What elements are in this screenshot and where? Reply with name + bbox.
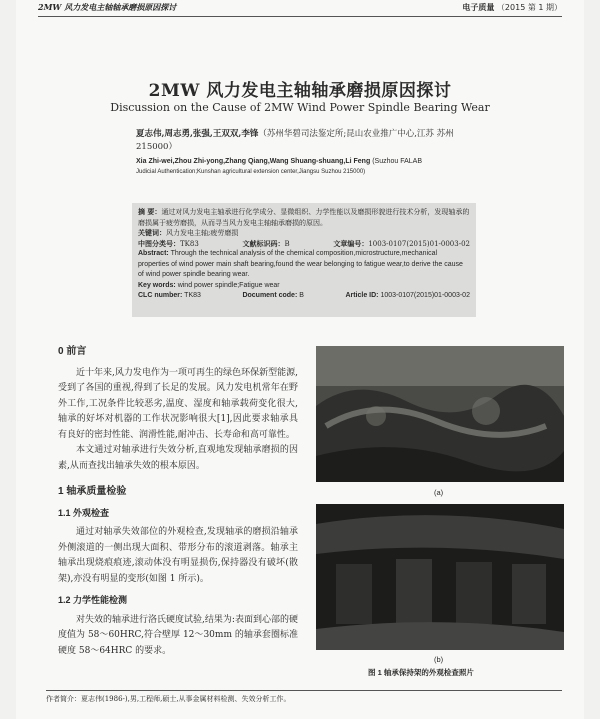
section-1-1-heading: 1.1 外观检查 xyxy=(58,507,110,518)
article-id-en-value: 1003-0107(2015)01-0003-02 xyxy=(380,292,470,299)
section-0-paragraph-2: 本文通过对轴承进行失效分析,直观地发现轴承磨损的因素,从而查找出轴承失效的根本原因。 xyxy=(58,445,298,471)
section-0-paragraph-1: 近十年来,风力发电作为一项可再生的绿色环保新型能源,受到了各国的重视,得到了长足的发展。风力发电机常年在野外工作,工况条件比较恶劣,温度、湿度和轴承载荷变化很大,轴承的好坏对机器的工作状况影响很大[1],因此要求轴承具有良好的密封性能、润滑性能,耐冲击、长寿命和高可靠性。 xyxy=(58,367,298,440)
figure-1-caption: 图 1 轴承保持架的外观检查照片 xyxy=(368,668,474,677)
author-block xyxy=(136,128,476,177)
abstract-zh-text: 通过对风力发电主轴承进行化学成分、显微组织、力学性能以及磨损形貌进行技术分析，发现轴承的磨损属于疲劳磨损，从而寻当风力发电主轴轴承磨损的原因。 xyxy=(138,208,470,227)
clc-zh-label: 中图分类号： xyxy=(138,238,180,248)
abstract-en xyxy=(138,249,470,281)
classification-zh xyxy=(138,239,470,250)
keywords-en xyxy=(138,281,470,292)
clc-en-label: CLC number: xyxy=(138,292,183,299)
article-no-zh-label: 文章编号： xyxy=(333,238,369,248)
figure-1b-photo xyxy=(316,504,564,650)
figure-1a-image xyxy=(316,346,564,482)
clc-zh xyxy=(138,239,199,250)
article-id-en-label: Article ID: xyxy=(345,292,379,299)
running-title: 2MW 风力发电主轴轴承磨损原因探讨 xyxy=(38,2,177,12)
abstract-en-text: Through the technical analysis of the chemical composition,microstructure,mechanical properties of wind power main shaft bearing,found the wear belonging to fatigue wear,to derive the cause of wind power spindle bearing wear. xyxy=(138,250,463,278)
doc-code-en-value: B xyxy=(299,292,304,299)
article-no-zh xyxy=(333,239,470,250)
keywords-en-text: wind power spindle;Fatigue wear xyxy=(177,281,280,289)
figure-1a-photo xyxy=(316,346,564,482)
affiliation-en-1: (Suzhou FALAB xyxy=(372,158,422,165)
journal-page xyxy=(16,0,584,719)
doc-code-en-label: Document code: xyxy=(242,292,298,299)
doc-code-zh-value: B xyxy=(284,239,290,248)
section-0-heading: 0 前言 xyxy=(58,346,87,357)
clc-zh-value: TK83 xyxy=(180,239,199,248)
section-1-2-heading: 1.2 力学性能检测 xyxy=(58,595,128,605)
keywords-zh-label: 关键词： xyxy=(138,228,166,237)
abstract-en-label: Abstract: xyxy=(138,250,169,257)
authors-en xyxy=(136,156,476,167)
paper-title: 2MW 风力发电主轴轴承磨损原因探讨 xyxy=(148,81,452,101)
affiliation-zh: （苏州华碧司法鉴定所;昆山农业推广中心,江苏 苏州 215000） xyxy=(136,129,454,152)
journal-name: 电子质量 xyxy=(462,3,495,12)
classification-en xyxy=(138,291,470,302)
abstract-zh xyxy=(138,207,470,228)
clc-en xyxy=(138,291,201,302)
figure-1b-label: (b) xyxy=(434,655,444,664)
keywords-zh-text: 风力发电主轴;疲劳磨损 xyxy=(166,229,239,237)
article-no-zh-value: 1003-0107(2015)01-0003-02 xyxy=(368,239,470,248)
journal-issue xyxy=(462,2,562,13)
authors-zh xyxy=(136,128,476,154)
body-left-column xyxy=(58,344,298,659)
section-1-heading: 1 轴承质量检验 xyxy=(58,486,127,497)
clc-en-value: TK83 xyxy=(184,292,201,299)
issue-number: （2015 第 1 期） xyxy=(496,3,562,12)
author-names-zh: 夏志伟,周志勇,张强,王双双,李锋 xyxy=(136,129,259,139)
author-note: 作者简介：夏志伟(1986-),男,工程师,硕士,从事金属材料检测、失效分析工作。 xyxy=(46,690,562,704)
keywords-zh xyxy=(138,228,470,239)
keywords-en-label: Key words: xyxy=(138,281,176,289)
section-1-2-paragraph: 对失效的轴承进行洛氏硬度试验,结果为:表面到心部的硬度值为 58～60HRC,符合壁厚 12～30mm 的轴承套圈标准硬度 58～64HRC 的要求。 xyxy=(58,614,298,656)
author-names-en: Xia Zhi-wei,Zhou Zhi-yong,Zhang Qiang,Wang Shuang-shuang,Li Feng xyxy=(136,158,371,165)
running-header xyxy=(38,2,562,17)
affiliation-en-2: Judicial Authentication;Kunshan agricultural extension center,Jiangsu Suzhou 215000) xyxy=(136,169,366,175)
article-id-en xyxy=(345,291,470,302)
doc-code-zh xyxy=(243,239,290,250)
paper-subtitle-en: Discussion on the Cause of 2MW Wind Power Spindle Bearing Wear xyxy=(110,101,490,114)
figure-1a-label: (a) xyxy=(434,488,444,497)
section-1-1-paragraph: 通过对轴承失效部位的外观检查,发现轴承的磨损沿轴承外侧滚道的一侧出现大面积、带形分布的滚道剥落。轴承主轴承出现烧痕痕迹,滚动体没有明显损伤,保持器没有破坏(散架),亦没有明显的变形(如图 1 所示)。 xyxy=(58,527,298,584)
doc-code-en xyxy=(242,291,303,302)
figure-1b-image xyxy=(316,504,564,650)
abstract-zh-label: 摘 要： xyxy=(138,207,162,216)
abstract-box xyxy=(132,203,476,317)
doc-code-zh-label: 文献标识码： xyxy=(242,238,285,248)
